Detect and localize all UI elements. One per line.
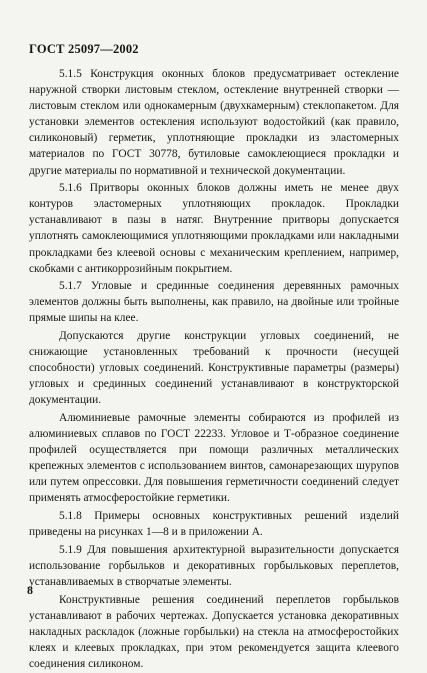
page-number: 8	[27, 583, 33, 597]
paragraph-5-1-8: 5.1.8 Примеры основных конструктивных решений изделий приведены на рисунках 1—8 и в приложении А.	[29, 510, 399, 539]
paragraph-5-1-6: 5.1.6 Притворы оконных блоков должны иметь не менее двух контуров эластомерных уплотняющих прокладок. Прокладки устанавливают в пазы в натяг. Внутренние притворы допускается уплотнять самоклеющимися уплотняющими прокладками или накладными прокладками без клеевой основы с механическим креплением, например, скобками с антикоррозийным покрытием.	[29, 182, 399, 275]
paragraph-aluminium-frames: Алюминиевые рамочные элементы собираются из профилей из алюминиевых сплавов по ГОСТ 22233. Угловое и Т-образное соединение профилей осуществляется при помощи различных металлических крепежных элементов с использованием винтов, самонарезающих шурупов или путем опрессовки. Для повышения герметичности соединений следует применять атмосферостойкие герметики.	[29, 411, 399, 505]
paragraph-5-1-7: 5.1.7 Угловые и срединные соединения деревянных рамочных элементов должны быть выполнены, как правило, на двойные или тройные прямые шипы на клее.	[29, 280, 399, 325]
paragraph-glazing-bars: Конструктивные решения соединений переплетов горбыльков устанавливают в рабочих чертежах. Допускается установка декоративных накладных раскладок (ложные горбыльки) на стекла на атмосферостойких клеях и клеевых прокладках, при этом рекомендуется защита клеевого соединения силиконом.	[29, 593, 399, 670]
paragraph-5-1-5: 5.1.5 Конструкция оконных блоков предусматривает остекление наружной створки листовым стеклом, остекление внутренней створки — листовым стеклом или однокамерным (двухкамерным) стеклопакетом. Для установки элементов остекления используют водостойкий (как правило, силиконовый) герметик, уплотняющие прокладки из эластомерных материалов по ГОСТ 30778, бутиловые самоклеющиеся прокладки и другие материалы по нормативной и технической документации.	[29, 68, 399, 177]
paragraph-5-1-9: 5.1.9 Для повышения архитектурной выразительности допускается использование горбыльков и декоративных горбыльковых переплетов, устанавливаемых в створчатые элементы.	[29, 543, 399, 588]
paragraph-angle-joints: Допускаются другие конструкции угловых соединений, не снижающие установленных требований к прочности (несущей способности) угловых соединений. Конструктивные параметры (размеры) угловых и срединных соединений устанавливают в конструкторской документации.	[29, 330, 399, 407]
standard-header: ГОСТ 25097—2002	[29, 42, 139, 56]
document-body	[29, 66, 399, 673]
